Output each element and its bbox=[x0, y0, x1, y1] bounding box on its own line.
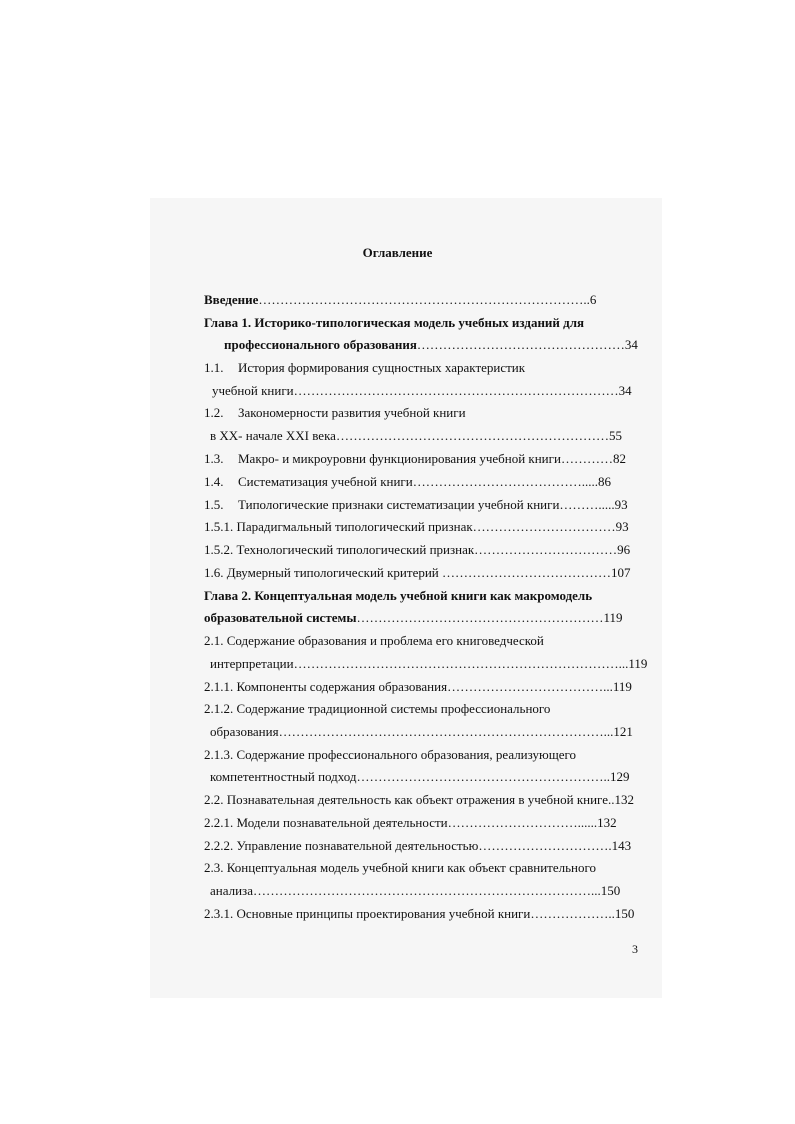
toc-page-number: 129 bbox=[610, 769, 630, 784]
toc-entry[interactable] bbox=[212, 383, 632, 399]
page-number: 3 bbox=[632, 942, 638, 956]
toc-section-number: 1.5. bbox=[204, 497, 224, 512]
toc-entry[interactable] bbox=[204, 497, 628, 513]
toc-entry[interactable] bbox=[210, 656, 647, 672]
toc-entry-text: интерпретации bbox=[210, 656, 294, 671]
toc-entry[interactable] bbox=[204, 792, 634, 808]
toc-entry-text: 2.2.1. Модели познавательной деятельности bbox=[204, 815, 448, 830]
toc-entry[interactable] bbox=[204, 838, 631, 854]
toc-section-number: 1.2. bbox=[204, 405, 224, 420]
toc-leader: ……………………………………………………… bbox=[335, 428, 609, 443]
toc-page-number: 119 bbox=[612, 679, 632, 694]
toc-entry-text: 2.1.2. Содержание традиционной системы профессионального bbox=[204, 701, 551, 716]
toc-page-number: 55 bbox=[608, 428, 622, 443]
toc-leader: ………………………………… bbox=[442, 565, 612, 580]
toc-entry[interactable] bbox=[204, 405, 466, 421]
toc-entry[interactable] bbox=[204, 292, 596, 308]
toc-leader: …………………………. bbox=[478, 838, 612, 853]
toc-section-number: 1.3. bbox=[204, 451, 224, 466]
toc-entry-text: образовательной системы bbox=[204, 610, 357, 625]
toc-page-number: 6 bbox=[589, 292, 597, 307]
page-title: Оглавление bbox=[362, 245, 433, 260]
toc-entry-text: 2.1.3. Содержание профессионального образования, реализующего bbox=[204, 747, 577, 762]
toc-entry-text: образования bbox=[210, 724, 279, 739]
toc-entry[interactable] bbox=[210, 428, 622, 444]
toc-section-number: 1.4. bbox=[204, 474, 224, 489]
toc-entry[interactable] bbox=[204, 542, 630, 558]
toc-leader: …………………………………………………………………... bbox=[293, 656, 629, 671]
toc-entry-text: в XX- начале XXI века bbox=[210, 428, 336, 443]
toc-entry[interactable] bbox=[204, 610, 623, 626]
toc-entry[interactable] bbox=[204, 451, 626, 467]
toc-entry[interactable] bbox=[204, 360, 525, 376]
toc-entry[interactable] bbox=[204, 315, 584, 331]
toc-entry-text: компетентностный подход bbox=[210, 769, 357, 784]
toc-page-number: 121 bbox=[613, 724, 633, 739]
toc-page-number: 96 bbox=[617, 542, 631, 557]
toc-page-number: 86 bbox=[597, 474, 611, 489]
toc-leader: ……………………………………………………………………... bbox=[252, 883, 601, 898]
toc-entry-text: 1.6. Двумерный типологический критерий bbox=[204, 565, 443, 580]
toc-entry-text: 2.2. Познавательная деятельность как объект отражения в учебной книге.. bbox=[204, 792, 615, 807]
toc-leader: ………..... bbox=[559, 497, 615, 512]
toc-page-number: 150 bbox=[614, 906, 635, 921]
toc-entry[interactable] bbox=[204, 588, 592, 604]
toc-leader: ………………………………………………….. bbox=[356, 769, 611, 784]
toc-page-number: 132 bbox=[597, 815, 617, 830]
toc-page-number: 132 bbox=[614, 792, 634, 807]
toc-entry-text: Макро- и микроуровни функционирования учебной книги bbox=[238, 451, 561, 466]
toc-entry-text: Введение bbox=[204, 292, 259, 307]
toc-entry-text: Систематизация учебной книги bbox=[238, 474, 413, 489]
toc-page-number: 119 bbox=[603, 610, 623, 625]
toc-page-number: 82 bbox=[612, 451, 626, 466]
toc-entry[interactable] bbox=[224, 337, 638, 353]
toc-leader: ………………………………... bbox=[447, 679, 613, 694]
toc-entry-text: профессионального образования bbox=[224, 337, 417, 352]
toc-entry-text: Типологические признаки систематизации учебной книги bbox=[238, 497, 560, 512]
toc-entry-text: 2.1.1. Компоненты содержания образования bbox=[204, 679, 448, 694]
toc-leader: ……………….. bbox=[530, 906, 615, 921]
toc-entry[interactable] bbox=[204, 679, 632, 695]
toc-page-number: 93 bbox=[615, 519, 629, 534]
toc-entry[interactable] bbox=[204, 474, 611, 490]
toc-leader: ………………………………………………………………… bbox=[293, 383, 619, 398]
toc-entry[interactable] bbox=[210, 883, 620, 899]
toc-entry[interactable] bbox=[204, 701, 550, 717]
toc-entry-text: 2.1. Содержание образования и проблема его книговедческой bbox=[204, 633, 544, 648]
toc-leader: ………………………………………………………………….. bbox=[258, 292, 590, 307]
toc-entry[interactable] bbox=[204, 906, 634, 922]
toc-entry-text: История формирования сущностных характеристик bbox=[238, 360, 526, 375]
toc-leader: …………………………… bbox=[474, 542, 618, 557]
toc-entry-text: Глава 2. Концептуальная модель учебной книги как макромодель bbox=[204, 588, 593, 603]
toc-entry[interactable] bbox=[204, 633, 544, 649]
toc-entry-text: анализа bbox=[210, 883, 253, 898]
toc-leader: ………… bbox=[560, 451, 613, 466]
toc-entry-text: 2.2.2. Управление познавательной деятельностью bbox=[204, 838, 479, 853]
toc-entry[interactable] bbox=[204, 860, 596, 876]
toc-page-number: 143 bbox=[611, 838, 632, 853]
toc-entry-text: Глава 1. Историко-типологическая модель учебных изданий для bbox=[204, 315, 585, 330]
toc-entry-text: 1.5.2. Технологический типологический признак bbox=[204, 542, 475, 557]
toc-entry-text: 2.3.1. Основные принципы проектирования учебной книги bbox=[204, 906, 531, 921]
toc-section-number: 1.1. bbox=[204, 360, 224, 375]
toc-entry-text: 2.3. Концептуальная модель учебной книги как объект сравнительного bbox=[204, 860, 597, 875]
toc-leader: …………………………………………………………………... bbox=[278, 724, 614, 739]
toc-leader: ………………………………………… bbox=[416, 337, 625, 352]
toc-page-number: 107 bbox=[611, 565, 631, 580]
toc-entry[interactable] bbox=[210, 769, 630, 785]
toc-page-number: 93 bbox=[614, 497, 628, 512]
toc-page-number: 150 bbox=[600, 883, 621, 898]
toc-leader: ………………………………………………… bbox=[356, 610, 604, 625]
toc-entry[interactable] bbox=[204, 565, 631, 581]
toc-entry-text: 1.5.1. Парадигмальный типологический признак bbox=[204, 519, 473, 534]
toc-leader: …………………………… bbox=[472, 519, 616, 534]
toc-entry[interactable] bbox=[210, 724, 633, 740]
toc-page-number: 119 bbox=[628, 656, 648, 671]
toc-leader: …………………………………..... bbox=[412, 474, 598, 489]
toc-page-number: 34 bbox=[624, 337, 638, 352]
toc-leader: …………………………...... bbox=[447, 815, 598, 830]
toc-page-number: 34 bbox=[618, 383, 632, 398]
toc-entry-text: учебной книги bbox=[212, 383, 294, 398]
toc-entry[interactable] bbox=[204, 519, 629, 535]
toc-entry[interactable] bbox=[204, 747, 576, 763]
toc-entry-text: Закономерности развития учебной книги bbox=[238, 405, 466, 420]
toc-entry[interactable] bbox=[204, 815, 617, 831]
